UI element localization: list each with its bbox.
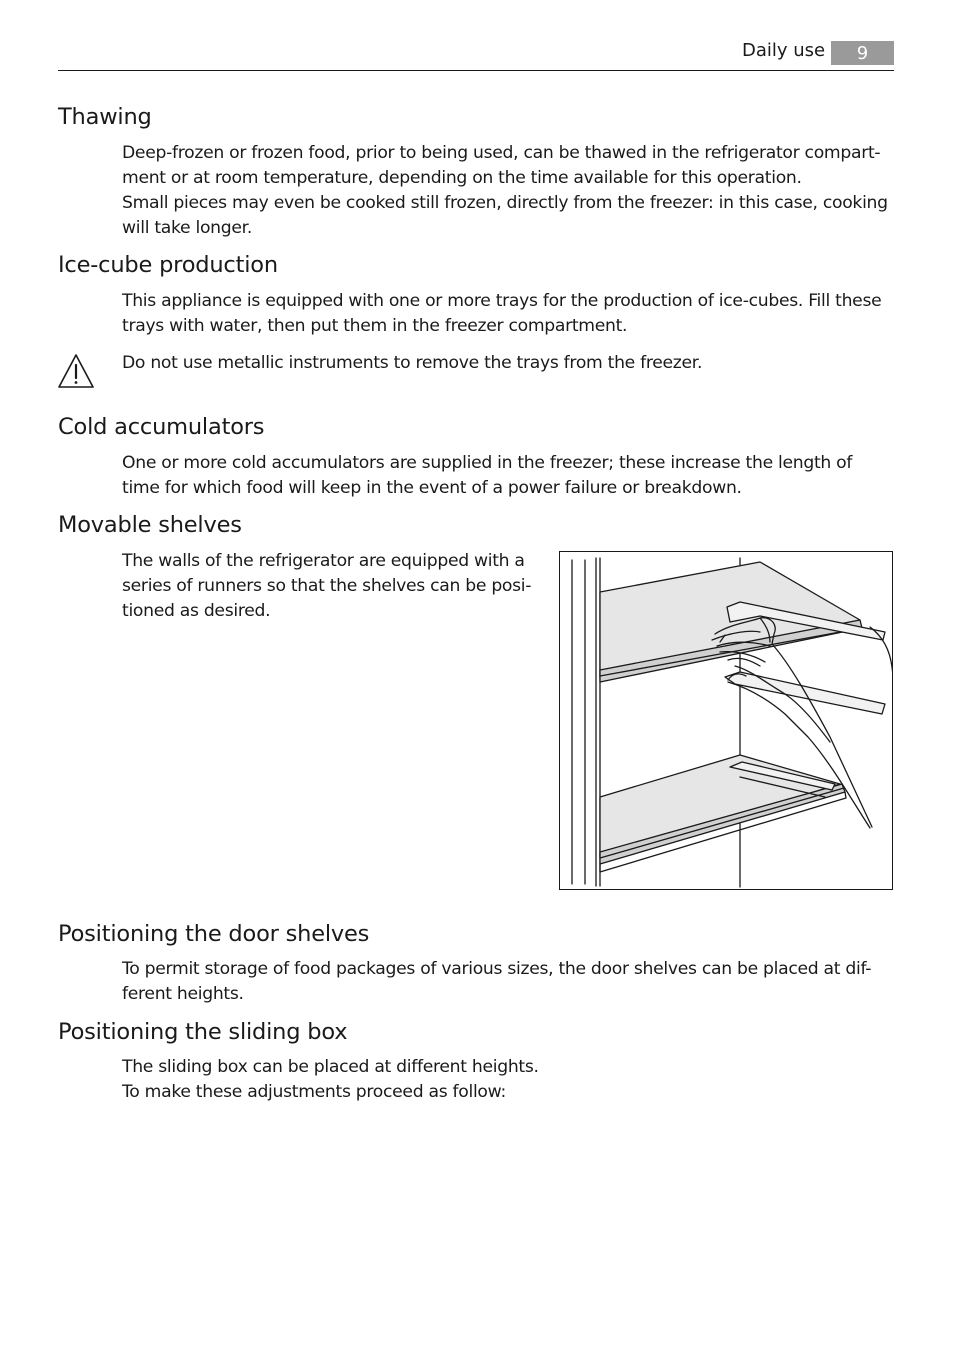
text-line: The walls of the refrigerator are equipped with a	[122, 551, 525, 571]
text-line: To permit storage of food packages of various sizes, the door shelves can be placed at dif-	[122, 959, 872, 979]
text-line: ferent heights.	[122, 984, 244, 1004]
text-line: Deep-frozen or frozen food, prior to being used, can be thawed in the refrigerator compart-	[122, 143, 881, 163]
text-line: To make these adjustments proceed as follow:	[122, 1082, 506, 1102]
header-rule	[58, 70, 894, 71]
text-line: time for which food will keep in the event of a power failure or breakdown.	[122, 478, 742, 498]
paragraph-sliding-box	[122, 1055, 539, 1105]
text-line: will take longer.	[122, 218, 253, 238]
running-header: Daily use	[742, 40, 826, 61]
page-number: 9	[831, 41, 894, 65]
text-line: Do not use metallic instruments to remove the trays from the freezer.	[122, 353, 703, 373]
text-line: The sliding box can be placed at different heights.	[122, 1057, 539, 1077]
text-line: This appliance is equipped with one or more trays for the production of ice-cubes. Fill these	[122, 291, 882, 311]
heading-cold-accumulators: Cold accumulators	[58, 414, 265, 440]
paragraph-movable-shelves	[122, 549, 531, 624]
paragraph-ice-cube	[122, 289, 881, 339]
text-line: series of runners so that the shelves can be posi-	[122, 576, 532, 596]
shelf-drawing	[560, 552, 893, 890]
text-line: trays with water, then put them in the freezer compartment.	[122, 316, 628, 336]
heading-sliding-box: Positioning the sliding box	[58, 1019, 348, 1045]
warning-text	[122, 351, 702, 376]
heading-door-shelves: Positioning the door shelves	[58, 921, 370, 947]
paragraph-thawing	[122, 141, 888, 241]
text-line: tioned as desired.	[122, 601, 271, 621]
warning-triangle-icon	[56, 352, 96, 390]
heading-ice-cube-production: Ice-cube production	[58, 252, 278, 278]
text-line: ment or at room temperature, depending on the time available for this operation.	[122, 168, 802, 188]
heading-movable-shelves: Movable shelves	[58, 512, 242, 538]
shelf-illustration	[559, 551, 893, 890]
text-line: Small pieces may even be cooked still frozen, directly from the freezer: in this case, cooking	[122, 193, 888, 213]
text-line: One or more cold accumulators are supplied in the freezer; these increase the length of	[122, 453, 853, 473]
heading-thawing: Thawing	[58, 104, 152, 130]
paragraph-cold-accumulators	[122, 451, 852, 501]
paragraph-door-shelves	[122, 957, 871, 1007]
